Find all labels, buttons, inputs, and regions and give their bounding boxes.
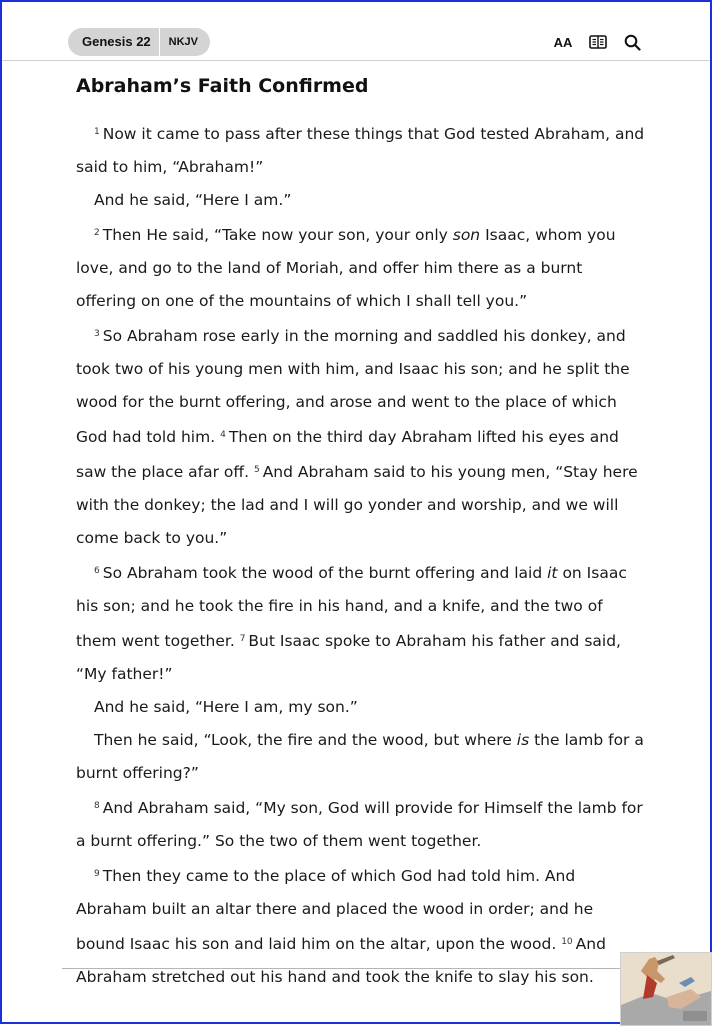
verse-number: 10	[561, 937, 573, 947]
verse-paragraph	[76, 318, 646, 555]
verse-text: Isaac, whom you love, and go to the land of Moriah, and offer him there as a burnt offering on one of the mountains of which I shall tell you.”	[76, 226, 616, 310]
italic-word: son	[452, 226, 481, 244]
italic-word: it	[547, 564, 558, 582]
verse-text: Then he said, “Look, the fire and the wood, but where	[94, 731, 517, 749]
verse-text: And he said, “Here I am.”	[94, 191, 292, 209]
text-size-icon: AA	[553, 34, 573, 50]
verse-number: 7	[239, 634, 246, 644]
verse-paragraph	[76, 184, 646, 217]
reader-mode-button[interactable]	[585, 30, 611, 54]
verse-paragraph	[76, 116, 646, 184]
verse-number: 5	[253, 465, 260, 475]
verse-text: Then on the third day Abraham lifted his eyes and saw the place afar off.	[76, 428, 619, 481]
verse-number: 4	[220, 430, 226, 440]
italic-word: is	[516, 731, 530, 749]
verse-paragraph	[76, 555, 646, 691]
verse-text: And he said, “Here I am, my son.”	[94, 698, 358, 716]
verse-number: 8	[94, 801, 100, 811]
verse-number: 3	[94, 329, 100, 339]
verse-text: So Abraham took the wood of the burnt offering and laid	[102, 564, 548, 582]
illustration-thumbnail[interactable]	[620, 952, 712, 1026]
text-size-button[interactable]	[549, 30, 577, 54]
verse-text: So Abraham rose early in the morning and saddled his donkey, and took two of his young men with him, and Isaac his son; and he split the wood for the burnt offering, and arose and went to the place of which God had told him.	[76, 327, 630, 446]
book-chapter-button[interactable]: Genesis 22	[68, 28, 160, 56]
reading-pane	[76, 72, 646, 994]
illustration-image	[621, 953, 711, 1025]
section-heading: Abraham’s Faith Confirmed	[76, 75, 369, 97]
top-bar	[2, 2, 710, 61]
verse-text: Then they came to the place of which God had told him. And Abraham built an altar there and placed the wood in order; and he bound Isaac his son and laid him on the altar, upon the wood.	[76, 867, 594, 953]
verse-paragraph	[76, 790, 646, 858]
verse-number: 6	[94, 566, 100, 576]
verse-number: 2	[94, 228, 100, 238]
search-icon	[624, 34, 641, 51]
reader-mode-icon	[589, 35, 607, 49]
verse-text: the lamb for a burnt offering?”	[76, 731, 644, 782]
verse-text: And Abraham stretched out his hand and took the knife to slay his son.	[76, 935, 606, 986]
verse-text: But Isaac spoke to Abraham his father and said, “My father!”	[76, 632, 621, 683]
scripture-text	[76, 116, 646, 994]
verse-text: And Abraham said to his young men, “Stay here with the donkey; the lad and I will go yonder and worship, and we will come back to you.”	[76, 463, 638, 547]
version-button[interactable]: NKJV	[168, 36, 198, 48]
verse-text: on Isaac his son; and he took the fire in his hand, and a knife, and the two of them went together.	[76, 564, 627, 650]
verse-paragraph	[76, 691, 646, 724]
verse-paragraph	[76, 724, 646, 790]
bottom-divider	[62, 968, 622, 969]
passage-selector[interactable]	[68, 28, 210, 56]
verse-text: Now it came to pass after these things that God tested Abraham, and said to him, “Abraham!”	[76, 125, 645, 176]
verse-text: Then He said, “Take now your son, your only	[102, 226, 453, 244]
verse-paragraph	[76, 217, 646, 318]
search-button[interactable]	[620, 30, 644, 54]
verse-text: And Abraham said, “My son, God will provide for Himself the lamb for a burnt offering.” So the two of them went together.	[76, 799, 643, 850]
verse-paragraph	[76, 858, 646, 994]
verse-number: 1	[94, 127, 100, 137]
verse-number: 9	[94, 869, 100, 879]
